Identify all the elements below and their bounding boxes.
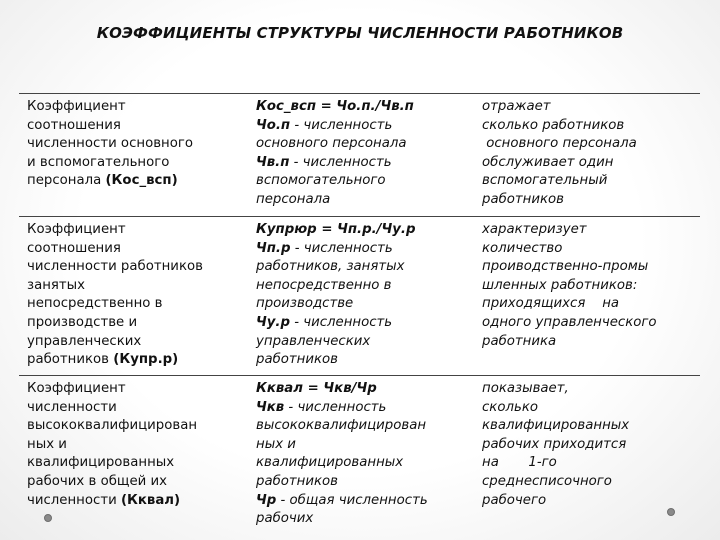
- symbol: Чп.р: [256, 240, 291, 256]
- coefficient-abbr: (Кквал): [120, 492, 181, 508]
- coefficients-table: [19, 93, 700, 536]
- coefficient-name-cell: Коэффициент соотношения численности основного и вспомогательного персонала (Кос_всп): [27, 99, 193, 189]
- decorative-dot-left: [44, 514, 52, 522]
- symbol: Чу.р: [256, 314, 290, 330]
- formula-cell: Кквал = Чкв/Чр Чкв - численность высококвалифицирован ных и квалифицированных работников Чр - общая численность рабочих: [248, 376, 474, 536]
- symbol: Чр: [256, 492, 277, 508]
- coefficient-name-cell: Коэффициент соотношения численности работников занятых непосредственно в производстве и управленческих работников (Купр.р): [27, 222, 203, 368]
- symbol: Чкв: [256, 399, 285, 415]
- table-row: [19, 217, 700, 376]
- formula: Кос_всп = Чо.п./Чв.п: [256, 99, 414, 114]
- meaning-cell: показывает, сколько квалифицированных рабочих приходится на 1-го среднесписочного рабочего: [482, 381, 630, 508]
- formula: Кквал = Чкв/Чр: [256, 381, 377, 396]
- page-title: КОЭФФИЦИЕНТЫ СТРУКТУРЫ ЧИСЛЕННОСТИ РАБОТНИКОВ: [96, 24, 624, 42]
- meaning-cell: отражает сколько работников основного персонала обслуживает один вспомогательный работников: [482, 99, 637, 207]
- symbol: Чв.п: [256, 154, 290, 170]
- meaning-cell: характеризует количество проиводственно-промы шленных работников: приходящихся на одного управленческого работника: [482, 222, 657, 349]
- symbol: Чо.п: [256, 117, 291, 133]
- formula: Купрюр = Чп.р./Чу.р: [256, 222, 416, 237]
- table-row: [19, 376, 700, 536]
- formula-cell: Кос_всп = Чо.п./Чв.п Чо.п - численность основного персонала Чв.п - численность вспомогательного персонала: [248, 94, 474, 216]
- coefficient-name-cell: Коэффициент численности высококвалифицирован ных и квалифицированных рабочих в общей их численности (Кквал): [27, 381, 198, 508]
- table-row: [19, 94, 700, 217]
- formula-cell: Купрюр = Чп.р./Чу.р Чп.р - численность работников, занятых непосредственно в производстве Чу.р - численность управленческих работников: [248, 217, 474, 375]
- coefficient-abbr: (Купр.р): [113, 352, 179, 368]
- decorative-dot-right: [667, 508, 675, 516]
- coefficient-abbr: (Кос_всп): [105, 173, 178, 189]
